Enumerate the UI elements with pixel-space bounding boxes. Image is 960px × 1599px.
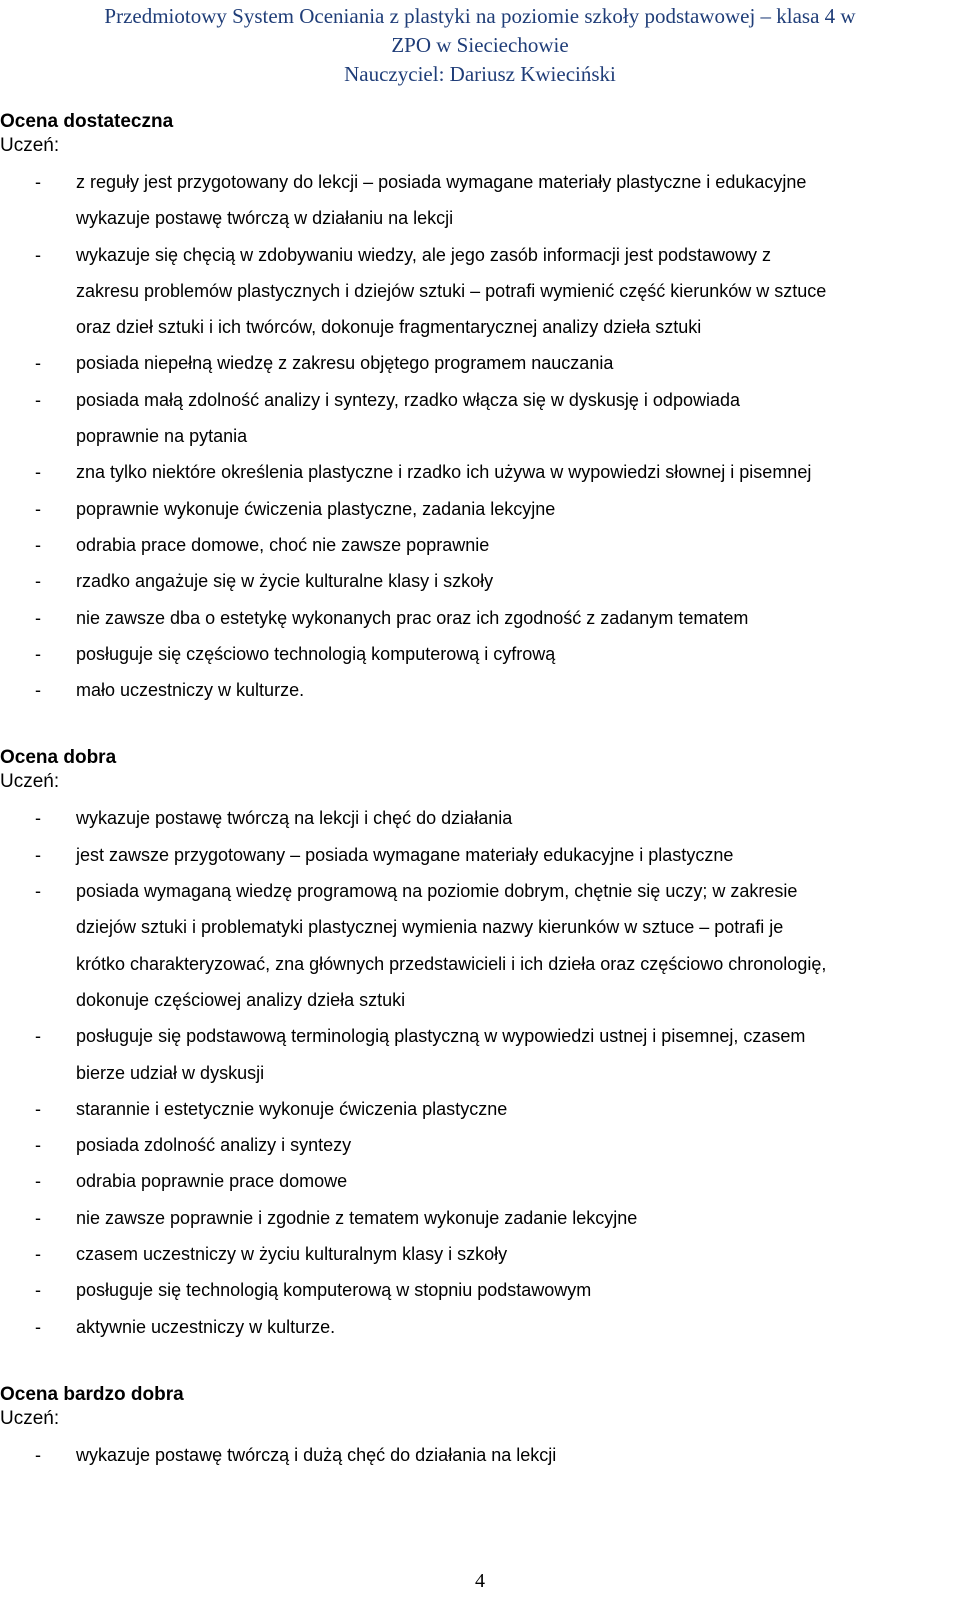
criteria-text: wykazuje postawę twórczą w działaniu na lekcji [76,208,454,229]
criteria-item [0,1018,960,1091]
criteria-item [0,1163,960,1199]
section-intro: Uczeń: [0,135,60,156]
criteria-text: wykazuje postawę twórczą i dużą chęć do działania na lekcji [76,1444,557,1465]
list-dash: - [35,389,41,410]
list-dash: - [35,607,41,628]
criteria-line [0,237,960,273]
criteria-text: nie zawsze poprawnie i zgodnie z tematem wykonuje zadanie lekcyjne [76,1207,638,1228]
criteria-item [0,1091,960,1127]
list-dash: - [35,1098,41,1119]
criteria-item [0,636,960,672]
criteria-line [0,309,960,345]
criteria-item [0,382,960,455]
criteria-text: zakresu problemów plastycznych i dziejów sztuki – potrafi wymienić część kierunków w sztuce [76,280,827,301]
list-dash: - [35,534,41,555]
section-heading: Ocena bardzo dobra [0,1383,184,1405]
page-number: 4 [475,1570,485,1592]
list-dash: - [35,881,41,902]
criteria-item [0,491,960,527]
criteria-text: dziejów sztuki i problematyki plastycznej wymienia nazwy kierunków w sztuce – potrafi je [76,917,784,938]
criteria-line [0,345,960,381]
criteria-text: rzadko angażuje się w życie kulturalne klasy i szkoły [76,571,494,592]
criteria-text: odrabia poprawnie prace domowe [76,1171,348,1192]
criteria-line [0,1236,960,1272]
criteria-text: zna tylko niektóre określenia plastyczne i rzadko ich używa w wypowiedzi słownej i pisemnej [76,462,812,483]
criteria-line [0,1018,960,1054]
list-dash: - [35,680,41,701]
header-teacher-line: Nauczyciel: Dariusz Kwieciński [344,62,616,86]
criteria-text: poprawnie na pytania [76,426,248,447]
criteria-item [0,1272,960,1308]
criteria-text: posiada niepełną wiedzę z zakresu objętego programem nauczania [76,353,614,374]
criteria-line [0,1127,960,1163]
document-body [0,110,960,1473]
criteria-item [0,837,960,873]
criteria-text: wykazuje się chęcią w zdobywaniu wiedzy, ale jego zasób informacji jest podstawowy z [76,244,771,265]
criteria-item [0,600,960,636]
criteria-line [0,563,960,599]
criteria-line [0,873,960,909]
criteria-line [0,382,960,418]
criteria-item [0,1127,960,1163]
criteria-line [0,600,960,636]
criteria-text: nie zawsze dba o estetykę wykonanych prac oraz ich zgodność z zadanym tematem [76,607,749,628]
section-spacer [0,1345,960,1383]
criteria-text: posługuje się technologią komputerową w stopniu podstawowym [76,1280,592,1301]
list-dash: - [35,1135,41,1156]
criteria-item [0,1309,960,1345]
criteria-line [0,454,960,490]
criteria-item [0,1236,960,1272]
list-dash: - [35,1171,41,1192]
criteria-text: dokonuje częściowej analizy dzieła sztuki [76,989,406,1010]
criteria-text: posługuje się podstawową terminologią plastyczną w wypowiedzi ustnej i pisemnej, czasem [76,1026,806,1047]
list-dash: - [35,353,41,374]
header-title-line-1: Przedmiotowy System Oceniania z plastyki na poziomie szkoły podstawowej – klasa 4 w [104,4,856,28]
criteria-item [0,1437,960,1473]
header-title-line-2: ZPO w Sieciechowie [391,33,569,57]
list-dash: - [35,1207,41,1228]
criteria-line [0,164,960,200]
criteria-text: czasem uczestniczy w życiu kulturalnym klasy i szkoły [76,1244,508,1265]
list-dash: - [35,1280,41,1301]
list-dash: - [35,172,41,192]
criteria-item [0,164,960,200]
criteria-text: bierze udział w dyskusji [76,1062,265,1083]
document-header [0,2,960,89]
section-heading: Ocena dobra [0,747,117,769]
criteria-item [0,873,960,1018]
criteria-line [0,837,960,873]
criteria-item [0,527,960,563]
criteria-item [0,672,960,708]
criteria-line [0,1055,960,1091]
criteria-line [0,527,960,563]
criteria-item [0,454,960,490]
criteria-text: z reguły jest przygotowany do lekcji – posiada wymagane materiały plastyczne i edukacyjne [76,172,807,192]
list-dash: - [35,1444,41,1465]
list-dash: - [35,1316,41,1337]
criteria-line [0,800,960,836]
list-dash: - [35,808,41,829]
criteria-text: starannie i estetycznie wykonuje ćwiczenia plastyczne [76,1098,508,1119]
criteria-text: oraz dzieł sztuki i ich twórców, dokonuje fragmentarycznej analizy dzieła sztuki [76,317,702,338]
criteria-line [0,273,960,309]
criteria-line [0,1163,960,1199]
criteria-text: posiada zdolność analizy i syntezy [76,1135,352,1156]
criteria-line [0,946,960,982]
criteria-text: aktywnie uczestniczy w kulturze. [76,1316,336,1337]
list-dash: - [35,571,41,592]
criteria-text: mało uczestniczy w kulturze. [76,680,305,701]
criteria-line [0,200,960,236]
criteria-text: krótko charakteryzować, zna głównych przedstawicieli i ich dzieła oraz częściowo chronologię, [76,953,827,974]
criteria-text: posługuje się częściowo technologią komputerową i cyfrową [76,643,556,664]
grade-section [0,110,960,746]
criteria-text: jest zawsze przygotowany – posiada wymagane materiały edukacyjne i plastyczne [76,844,734,865]
list-dash: - [35,1244,41,1265]
criteria-line [0,1437,960,1473]
criteria-line [0,636,960,672]
criteria-line [0,418,960,454]
criteria-item [0,1200,960,1236]
grade-section [0,746,960,1382]
criteria-line [0,491,960,527]
criteria-line [0,909,960,945]
criteria-line [0,982,960,1018]
criteria-text: posiada małą zdolność analizy i syntezy, rzadko włącza się w dyskusję i odpowiada [76,389,740,410]
list-dash: - [35,498,41,519]
list-dash: - [35,244,41,265]
criteria-item [0,200,960,236]
section-intro: Uczeń: [0,771,60,793]
list-dash: - [35,844,41,865]
criteria-line [0,1200,960,1236]
criteria-text: posiada wymaganą wiedzę programową na poziomie dobrym, chętnie się uczy; w zakresie [76,881,798,902]
section-intro: Uczeń: [0,1407,60,1429]
criteria-text: odrabia prace domowe, choć nie zawsze poprawnie [76,534,490,555]
criteria-line [0,1091,960,1127]
criteria-list [0,1437,960,1473]
criteria-text: wykazuje postawę twórczą na lekcji i chęć do działania [76,808,513,829]
list-dash: - [35,462,41,483]
criteria-list [0,164,960,708]
criteria-list [0,800,960,1344]
criteria-item [0,563,960,599]
criteria-text: poprawnie wykonuje ćwiczenia plastyczne, zadania lekcyjne [76,498,556,519]
criteria-item [0,345,960,381]
section-heading: Ocena dostateczna [0,111,174,132]
criteria-item [0,800,960,836]
grade-section [0,1383,960,1473]
section-spacer [0,708,960,746]
criteria-item [0,237,960,346]
criteria-line [0,1272,960,1308]
criteria-line [0,672,960,708]
list-dash: - [35,1026,41,1047]
list-dash: - [35,643,41,664]
criteria-line [0,1309,960,1345]
